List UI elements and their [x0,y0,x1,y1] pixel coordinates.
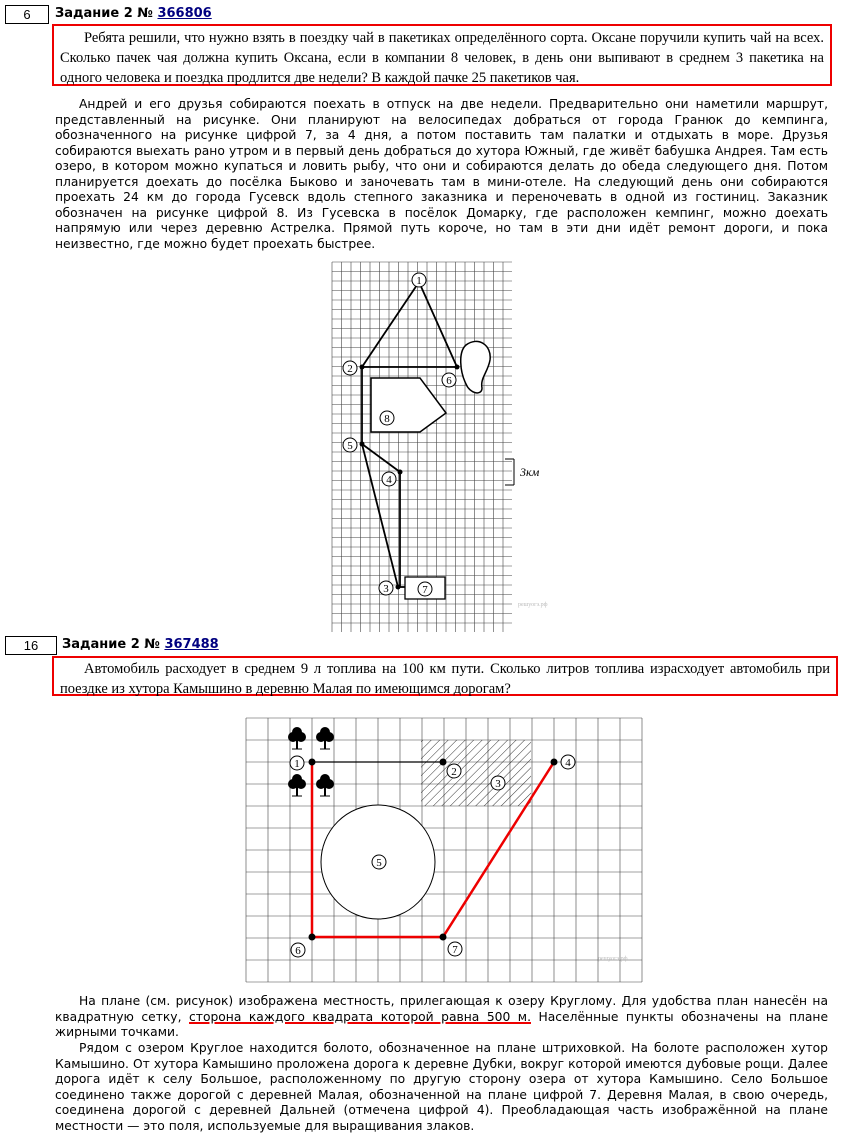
watermark: решуогэ.рф [518,602,548,608]
swamp-area [421,740,531,806]
question-text: Автомобиль расходует в среднем 9 л топлива на 100 км пути. Сколько литров топлива израсходует автомобиль при поездке из хутора Камышино в деревню Малая по имеющимся дорогам? [60,661,830,697]
plan-description [55,994,828,1041]
map-label: 4 [386,474,392,486]
scale-underlined-text: сторона каждого квадрата которой равна 500 м. [189,1009,531,1024]
task-link[interactable]: 367488 [164,637,219,652]
lake-plan-map [244,716,644,984]
reserve-polygon [371,378,446,432]
map-label: 3 [495,778,501,790]
map-label: 6 [446,375,452,387]
question-text: Ребята решили, что нужно взять в поездку чай в пакетиках определённого сорта. Оксане поручили купить чай на всех. Сколько пачек чая должна купить Оксана, если в компании 8 человек, в день они выпивают в среднем 3 пакетика на одного человека и поездка продлится две недели? В каждой пачке 25 пакетиков чая. [60,30,824,86]
map-label: 3 [383,583,389,595]
task-link[interactable]: 366806 [157,6,212,21]
task-title [55,6,212,21]
map-label: 1 [416,275,422,287]
map-label: 2 [347,363,353,375]
plan-details: Рядом с озером Круглое находится болото, обозначенное на плане штриховкой. На болоте расположен хутор Камышино. От хутора Камышино проложена дорога к деревне Дубки, вокруг которой имеются дубовые рощи. Далее дорога идёт к селу Большое, расположенному по другую сторону озера от хутора Камышино. Село Большое соединено также дорогой с деревней Малая, обозначенной на плане цифрой 7. Деревня Малая, в свою очередь, соединена дорогой с деревней Дальней (отмечена цифрой 4). Преобладающая часть изображённой на плане местности — это поля, используемые для выращивания злаков. [55,1041,828,1133]
map-label: 2 [451,766,457,778]
task-title-prefix: Задание 2 № [62,637,165,652]
map-label: 4 [565,757,571,769]
question-highlight [52,656,838,696]
task-number: 6 [23,7,31,22]
watermark: решуогэ.рф [598,956,628,962]
map-label: 5 [347,440,353,452]
map-label: 7 [422,584,428,596]
scale-label: 3км [520,465,540,479]
map-label: 5 [376,857,382,869]
map-label: 8 [384,413,390,425]
task-number-box [5,636,57,655]
question-highlight [52,24,832,86]
plan-text-start: На плане (см. рисунок) изображена местность, прилегающая к озеру Круглому. Для удобства план нанесён на квадратную сетку, [55,994,828,1024]
task-title [62,637,219,652]
map-label: 7 [452,944,458,956]
task-number-box [5,5,49,24]
task-number: 16 [23,638,39,653]
map-label: 6 [295,945,301,957]
task-title-prefix: Задание 2 № [55,6,158,21]
task-description: Андрей и его друзья собираются поехать в отпуск на две недели. Предварительно они наметили маршрут, представленный на рисунке. Они планируют на велосипедах добраться от города Гранюк до кемпинга, обозначенного на рисунке цифрой 7, за 4 дня, а потом поставить там палатки и отдыхать в море. Друзья собираются выехать рано утром и в первый день добраться до хутора Южный, где живёт бабушка Андрея. Там есть озеро, в котором можно купаться и ловить рыбу, что они и собираются делать до обеда следующего дня. Потом планируется доехать до посёлка Быково и заночевать там в мини-отеле. На следующий день они собираются проехать 24 км до города Гусевск вдоль степного заказника и переночевать в одной из гостиниц. Заказник обозначен на рисунке цифрой 8. Из Гусевска в посёлок Домарку, где расположен кемпинг, можно доехать напрямую или через деревню Астрелка. Прямой путь короче, но там в эти дни идёт ремонт дороги, и пока неизвестно, где можно будет проехать быстрее. [55,97,828,251]
route-map [330,258,562,634]
map-label: 1 [294,758,300,770]
plan-text-end: Населённые пункты обозначены на плане жирными точками. [55,1009,829,1039]
